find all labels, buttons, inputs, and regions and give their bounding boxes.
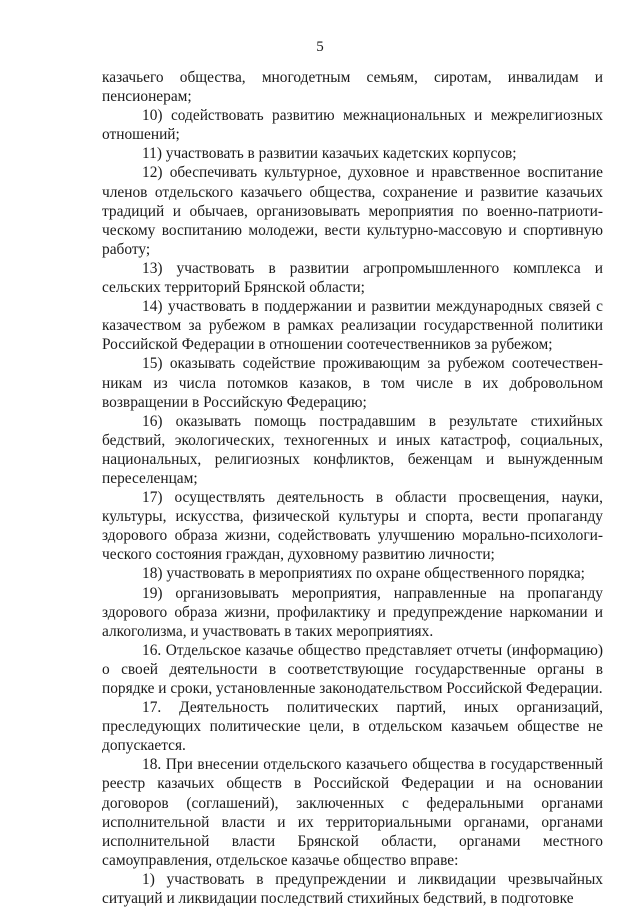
clause-17: 17. Деятельность политических партий, иных организаций, преследующих политические цели, в отдельском казачьем обществе не допускается.	[102, 699, 603, 755]
list-item-13: 13) участвовать в развитии агропромышленного комплекса и сельских территорий Брянской области;	[102, 259, 603, 297]
clause-18: 18. При внесении отдельского казачьего общества в государственный реестр казачьих обществ в Российской Федерации и на основании договоров (соглашений), заключенных с федеральными органами исполнительной власти и их территориальными органами, органами исполнительной власти Брянской области, органами местного самоуправления, отдельское казачье общество вправе:	[102, 756, 603, 869]
document-body	[102, 68, 603, 908]
list-item-11: 11) участвовать в развитии казачьих кадетских корпусов;	[142, 145, 517, 163]
page-number: 5	[316, 39, 324, 55]
list-item-14: 14) участвовать в поддержании и развитии международных связей с казачеством за рубежом в рамках реализации государственной политики Российской Федерации в отношении соотечественников за рубежом;	[102, 298, 603, 354]
clause-16: 16. Отдельское казачье общество представляет отчеты (информацию) о своей деятельности в соответствующие государственные органы в порядке и сроки, установленные законодательством Российской Федерации.	[102, 641, 603, 697]
list-item-16: 16) оказывать помощь пострадавшим в результате стихийных бедствий, экологических, техногенных и иных катастроф, социальных, национальных, религиозных конфликтов, беженцам и вынужденным переселенцам;	[102, 412, 603, 487]
list-item-19: 19) организовывать мероприятия, направленные на пропаганду здорового образа жизни, профилактику и предупреждение наркомании и алкоголизма, и участвовать в таких мероприятиях.	[102, 584, 603, 640]
list-item-15: 15) оказывать содействие проживающим за рубежом соотечествен-никам из числа потомков казаков, в том числе в их добровольном возвращении в Российскую Федерацию;	[102, 355, 603, 411]
clause-18-item-1: 1) участвовать в предупреждении и ликвидации чрезвычайных ситуаций и ликвидации последствий стихийных бедствий, в подготовке	[102, 870, 603, 908]
paragraph-continuation: казачьего общества, многодетным семьям, сиротам, инвалидам и пенсионерам;	[102, 69, 603, 106]
list-item-18: 18) участвовать в мероприятиях по охране общественного порядка;	[142, 565, 585, 583]
list-item-17: 17) осуществлять деятельность в области просвещения, науки, культуры, искусства, физической культуры и спорта, вести пропаганду здорового образа жизни, содействовать улучшению морально-психологи-ческого состояния граждан, духовному развитию личности;	[102, 489, 603, 564]
list-item-10: 10) содействовать развитию межнациональных и межрелигиозных отношений;	[102, 107, 603, 144]
list-item-12: 12) обеспечивать культурное, духовное и нравственное воспитание членов отдельского казачьего общества, сохранение и развитие казачьих традиций и обычаев, организовывать мероприятия по военно-патриоти-ческому воспитанию молодежи, вести культурно-массовую и спортивную работу;	[102, 164, 603, 258]
